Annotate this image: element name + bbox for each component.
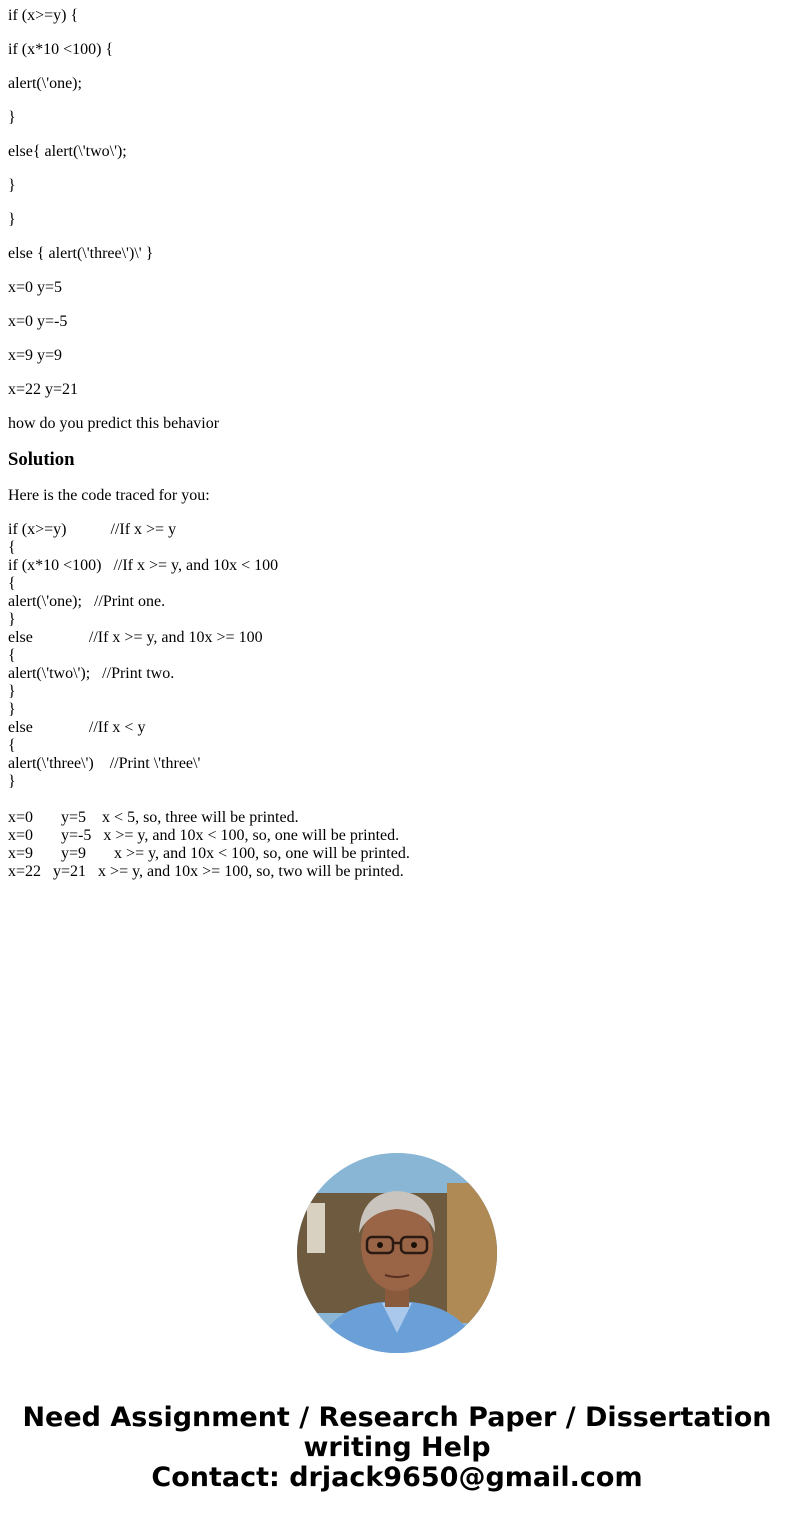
footer-promo (0, 1153, 794, 1493)
question-line: x=22 y=21 (8, 381, 79, 398)
document-content (8, 7, 788, 881)
code-line: alert(\'two\'); //Print two. (8, 665, 175, 682)
question-line: x=0 y=5 (8, 279, 63, 296)
code-line: } (8, 773, 16, 790)
question-line: x=0 y=-5 (8, 313, 68, 330)
question-line: } (8, 177, 16, 194)
question-line: } (8, 211, 16, 228)
help-contact-text (0, 1403, 794, 1493)
question-line: if (x>=y) { (8, 7, 79, 24)
trace-line: x=22 y=21 x >= y, and 10x >= 100, so, two will be printed. (8, 863, 404, 880)
author-avatar (297, 1153, 497, 1353)
code-line: { (8, 575, 16, 592)
code-line: else //If x < y (8, 719, 146, 736)
question-line: how do you predict this behavior (8, 415, 220, 432)
code-line: alert(\'one); //Print one. (8, 593, 166, 610)
question-line: x=9 y=9 (8, 347, 63, 364)
code-line: } (8, 683, 16, 700)
trace-line: x=9 y=9 x >= y, and 10x < 100, so, one will be printed. (8, 845, 410, 862)
code-line: else //If x >= y, and 10x >= 100 (8, 629, 263, 646)
question-block (8, 7, 788, 449)
code-line: { (8, 539, 16, 556)
contact-line: Contact: drjack9650@gmail.com (151, 1462, 643, 1493)
question-line: else{ alert(\'two\'); (8, 143, 127, 160)
code-line: { (8, 647, 16, 664)
code-line: } (8, 611, 16, 628)
question-line: else { alert(\'three\')\' } (8, 245, 154, 262)
help-line-2: writing Help (303, 1432, 491, 1463)
spacer (8, 791, 788, 809)
code-line: if (x*10 <100) //If x >= y, and 10x < 100 (8, 557, 279, 574)
code-line: } (8, 701, 16, 718)
trace-line: x=0 y=-5 x >= y, and 10x < 100, so, one will be printed. (8, 827, 400, 844)
help-line-1: Need Assignment / Research Paper / Dissertation (22, 1402, 772, 1433)
code-line: { (8, 737, 16, 754)
question-line: } (8, 109, 16, 126)
solution-intro: Here is the code traced for you: (8, 487, 210, 504)
person-portrait-icon (297, 1153, 497, 1353)
question-line: if (x*10 <100) { (8, 41, 114, 58)
code-line: alert(\'three\') //Print \'three\' (8, 755, 201, 772)
code-line: if (x>=y) //If x >= y (8, 521, 177, 538)
question-line: alert(\'one); (8, 75, 82, 92)
solution-heading: Solution (8, 449, 75, 470)
traced-code-block (8, 521, 788, 881)
trace-line: x=0 y=5 x < 5, so, three will be printed. (8, 809, 299, 826)
